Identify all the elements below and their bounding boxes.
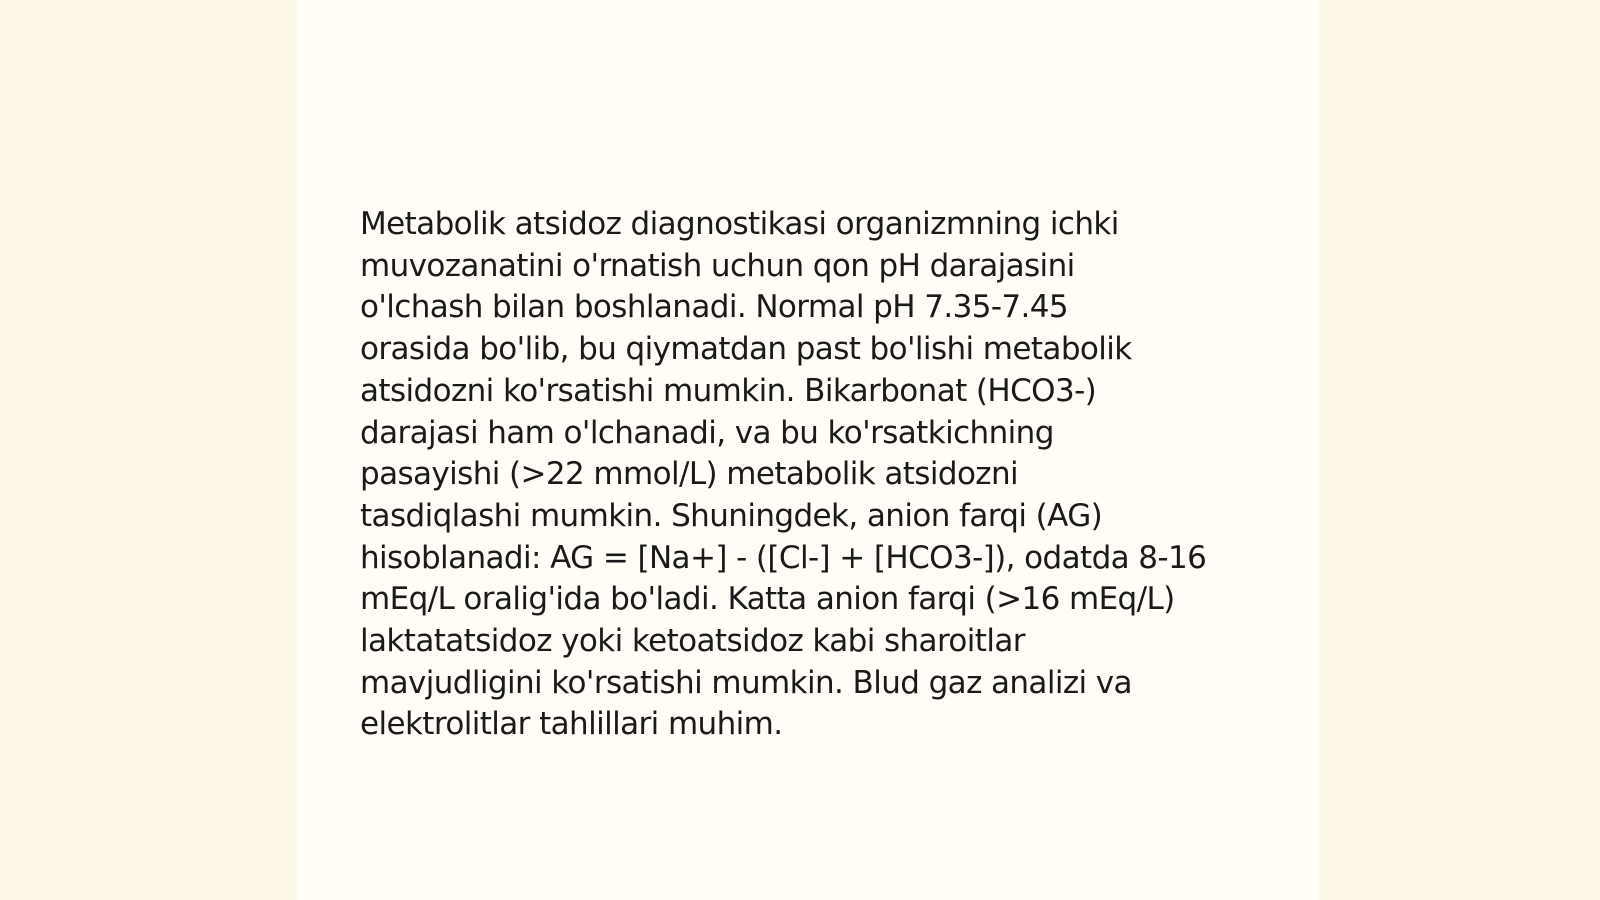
slide-body-text: Metabolik atsidoz diagnostikasi organizmning ichki muvozanatini o'rnatish uchun qon pH darajasini o'lchash bilan boshlanadi. Normal pH 7.35-7.45 orasida bo'lib, bu qiymatdan past bo'lishi metabolik atsidozni ko'rsatishi mumkin. Bikarbonat (HCO3-) darajasi ham o'lchanadi, va bu ko'rsatkichning pasayishi (>22 mmol/L) metabolik atsidozni tasdiqlashi mumkin. Shuningdek, anion farqi (AG) hisoblanadi: AG = [Na+] - ([Cl-] + [HCO3-]), odatda 8-16 mEq/L oralig'ida bo'ladi. Katta anion farqi (>16 mEq/L) laktatatsidoz yoki ketoatsidoz kabi sharoitlar mavjudligini ko'rsatishi mumkin. Blud gaz analizi va elektrolitlar tahlillari muhim. (360, 206, 1207, 743)
slide (297, 0, 1319, 900)
